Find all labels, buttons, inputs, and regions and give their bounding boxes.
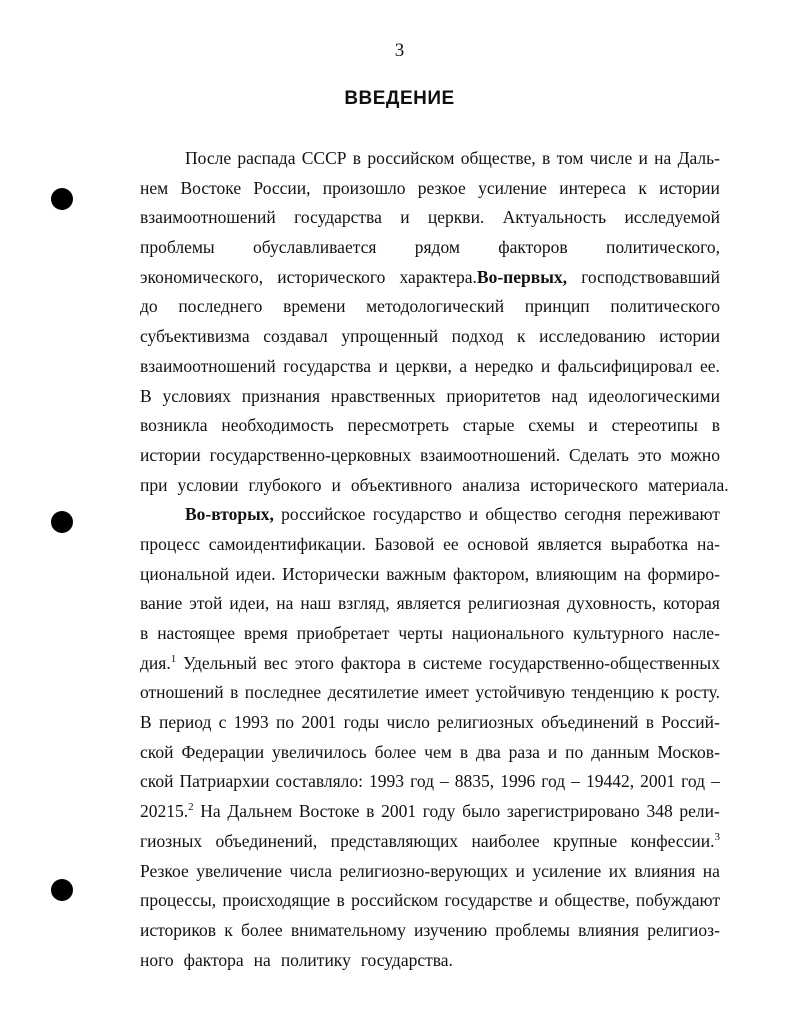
word: тенденцию: [571, 682, 655, 703]
word: рядом: [414, 237, 460, 258]
text-line: [140, 263, 720, 293]
word: принцип: [524, 296, 590, 317]
word: последнее: [244, 682, 322, 703]
word: характера.Во-первых,: [399, 266, 567, 287]
word: самоидентификации.: [208, 533, 366, 554]
word: взаимоотношений: [140, 355, 276, 376]
word: национального: [451, 623, 565, 643]
word: старые: [462, 415, 515, 436]
word: отношений: [140, 682, 224, 703]
word: фальсифицировал: [557, 355, 693, 376]
text-line: [140, 589, 720, 619]
word: переживают: [628, 504, 720, 525]
word: 2001: [381, 801, 417, 822]
word: религиозно-верующих: [339, 860, 509, 881]
binder-hole-icon: [51, 188, 73, 210]
word: резкое: [417, 177, 466, 198]
word: материала.: [648, 474, 729, 495]
word: религиоз-: [647, 919, 720, 940]
word: настоящее: [157, 623, 235, 643]
word: по: [275, 712, 295, 733]
text-line: [140, 738, 720, 768]
word: вание: [140, 593, 183, 614]
footnote-ref: 1: [170, 652, 177, 665]
word: фактором,: [452, 563, 530, 584]
word: российском: [367, 148, 455, 168]
word: зарегистрировано: [506, 801, 640, 822]
word: году: [422, 801, 456, 822]
word: экономического,: [140, 266, 264, 287]
word: государства: [294, 207, 382, 228]
word: этой: [189, 593, 223, 614]
word: рели-: [679, 801, 720, 822]
word: 8835,: [454, 771, 495, 792]
word: которая: [663, 593, 720, 614]
word: системе: [422, 652, 482, 673]
text-line: [140, 797, 720, 827]
word: и: [588, 415, 598, 436]
word: в: [459, 741, 469, 762]
word: два: [476, 741, 501, 762]
word: –: [711, 771, 720, 792]
word: и: [538, 890, 549, 911]
word: проблемы: [495, 919, 570, 940]
word: годы: [343, 712, 380, 733]
word: дия.$^1$: [140, 652, 177, 673]
word: росту.: [675, 682, 720, 703]
text-line: [140, 886, 720, 916]
word: обуславливается: [253, 237, 377, 258]
word: конфессии.$^3$: [630, 830, 720, 851]
footnote-ref: 3: [714, 830, 720, 843]
word: процессы,: [140, 890, 217, 911]
word: в: [645, 712, 655, 733]
word: ного: [140, 949, 174, 970]
word: В: [140, 385, 152, 406]
word: является: [396, 593, 461, 614]
word: произошло: [322, 177, 406, 198]
word: ской: [140, 741, 174, 762]
word: Базовой: [374, 533, 435, 554]
word: взаимоотношений: [140, 207, 276, 228]
word: государство: [372, 504, 462, 525]
word: нравственных: [330, 385, 436, 406]
word: до: [140, 296, 158, 317]
word: 2001: [301, 712, 337, 733]
text-line: [140, 471, 729, 501]
text-line: [140, 411, 720, 441]
word: культурного: [572, 623, 664, 643]
word: Востоке: [180, 177, 242, 198]
word: а: [459, 355, 468, 376]
word: политического: [610, 296, 720, 317]
word: и: [515, 860, 525, 881]
text-line: [140, 174, 720, 204]
word: 348: [646, 801, 673, 822]
word: к: [660, 682, 670, 703]
word: десятилетие: [327, 682, 419, 703]
word: В: [140, 712, 152, 733]
text-line: [140, 203, 720, 233]
word: гиозных: [140, 830, 203, 851]
word: на: [276, 593, 294, 614]
word: российском: [351, 890, 439, 911]
text-line: [140, 322, 720, 352]
word: факторов: [498, 237, 568, 258]
word: церкви.: [427, 207, 485, 228]
word: подход: [451, 326, 504, 347]
word: взгляд,: [338, 593, 390, 614]
word: имеет: [425, 682, 469, 703]
word: церкви,: [395, 355, 452, 376]
word: распада: [237, 148, 296, 168]
word: российское: [281, 504, 366, 525]
word: СССР: [301, 148, 347, 168]
word: чем: [424, 741, 452, 762]
word: Резкое: [140, 860, 189, 881]
word: к: [638, 177, 647, 198]
word: Исторически: [282, 563, 380, 584]
word: год: [410, 771, 434, 792]
word: глубокого: [248, 474, 322, 495]
word: на: [623, 563, 641, 584]
word: на: [253, 949, 271, 970]
word: их: [608, 860, 627, 881]
word: Даль-: [677, 148, 720, 168]
word: числе: [589, 148, 633, 168]
word: необходимость: [221, 415, 334, 436]
word: религиозных: [437, 712, 534, 733]
word: господствовавший: [581, 266, 720, 287]
word: на: [702, 860, 720, 881]
word: государственно-общественных: [488, 652, 720, 673]
word: это: [637, 444, 662, 465]
text-line: [140, 233, 720, 263]
word: 1993: [369, 771, 405, 792]
word: исторического: [277, 266, 386, 287]
text-line: [140, 352, 720, 382]
word: влияющим: [535, 563, 618, 584]
word: истории: [140, 444, 201, 465]
word: политического,: [605, 237, 720, 258]
word: время: [243, 623, 288, 643]
word: идеи.: [235, 563, 276, 584]
word: в: [336, 890, 345, 911]
word: год: [681, 771, 706, 792]
word: в: [140, 623, 149, 643]
word: Москов-: [657, 741, 720, 762]
word: важным: [386, 563, 447, 584]
word: фактора: [340, 652, 401, 673]
word: схемы: [528, 415, 575, 436]
word: объединений,: [215, 830, 318, 851]
word: в: [407, 652, 416, 673]
body-text: [140, 144, 729, 975]
word: числа: [289, 860, 332, 881]
word: идеологическими: [588, 385, 720, 406]
word: период: [158, 712, 212, 733]
word: нередко: [474, 355, 534, 376]
word: государства.: [360, 949, 453, 970]
word: является: [537, 533, 602, 554]
word: религиозная: [467, 593, 560, 614]
word: Патриархии: [179, 771, 270, 792]
word: истории: [659, 326, 720, 347]
word: условии: [177, 474, 239, 495]
text-line: [140, 857, 720, 887]
text-line: [140, 649, 720, 679]
word: в: [542, 148, 551, 168]
word: проблемы: [140, 237, 215, 258]
text-line: [140, 441, 720, 471]
word: сегодня: [564, 504, 622, 525]
word: субъективизма: [140, 326, 250, 347]
text-line: [140, 767, 720, 797]
word: раза: [508, 741, 540, 762]
word: наш: [300, 593, 332, 614]
word: насле-: [672, 623, 720, 643]
text-line: [140, 530, 720, 560]
word: 1996: [500, 771, 536, 792]
word: 20215.$^2$: [140, 801, 194, 822]
word: черты: [398, 623, 443, 643]
word: в: [711, 415, 720, 436]
word: составляло:: [275, 771, 364, 792]
word: Востоке: [298, 801, 360, 822]
word: ее: [443, 533, 459, 554]
word: упрощенный: [341, 326, 439, 347]
word: государственно-церковных: [209, 444, 412, 465]
word: на: [654, 148, 672, 168]
word: 1993: [233, 712, 269, 733]
word: интереса: [559, 177, 627, 198]
word: увеличилось: [272, 741, 367, 762]
word: Россий-: [661, 712, 720, 733]
word: политику: [280, 949, 351, 970]
word: взаимоотношений.: [420, 444, 561, 465]
word: последнего: [178, 296, 263, 317]
text-line: [140, 946, 720, 976]
binder-hole-icon: [51, 879, 73, 901]
word: возникла: [140, 415, 208, 436]
word: анализа: [462, 474, 520, 495]
word: приоритетов: [446, 385, 541, 406]
word: на-: [696, 533, 720, 554]
word: над: [551, 385, 578, 406]
text-line: [140, 916, 720, 946]
word: объединений: [541, 712, 639, 733]
word: было: [462, 801, 501, 822]
word: 19442,: [585, 771, 635, 792]
word: в: [366, 801, 375, 822]
word: побуждают: [635, 890, 720, 911]
word: признания: [241, 385, 321, 406]
word: исследованию: [539, 326, 646, 347]
word: в: [230, 682, 239, 703]
word: Сделать: [568, 444, 630, 465]
word: при: [140, 474, 168, 495]
word: вес: [263, 652, 288, 673]
word: по: [565, 741, 584, 762]
word: число: [386, 712, 430, 733]
footnote-ref: 2: [188, 801, 194, 814]
word: На: [200, 801, 221, 822]
word: создавал: [263, 326, 328, 347]
word: Федерации: [181, 741, 265, 762]
word: общество: [485, 504, 558, 525]
word: –: [440, 771, 449, 792]
word: идеи,: [229, 593, 270, 614]
word: данным: [591, 741, 650, 762]
word: формиро-: [647, 563, 720, 584]
word: и: [378, 355, 388, 376]
word: и: [540, 355, 551, 376]
word: с: [218, 712, 227, 733]
word: процесс: [140, 533, 200, 554]
word: циональной: [140, 563, 229, 584]
word: истории: [659, 177, 720, 198]
word: устойчивую: [475, 682, 566, 703]
word: влияния: [634, 860, 696, 881]
word: Во-вторых,: [185, 504, 274, 525]
binder-hole-icon: [51, 511, 73, 533]
word: обществе,: [554, 890, 630, 911]
text-line: [140, 708, 720, 738]
word: нем: [140, 177, 169, 198]
word: в: [352, 148, 362, 168]
word: фактора: [183, 949, 244, 970]
word: крупные: [553, 830, 618, 851]
word: времени: [283, 296, 346, 317]
word: условиях: [162, 385, 231, 406]
word: представляющих: [330, 830, 459, 851]
word: –: [571, 771, 580, 792]
word: этого: [294, 652, 334, 673]
word: ее.: [699, 355, 720, 376]
word: выработка: [610, 533, 689, 554]
word: 2001: [640, 771, 676, 792]
word: духовность,: [567, 593, 657, 614]
word: более: [240, 919, 283, 940]
text-line: [140, 619, 720, 649]
word: изучению: [414, 919, 488, 940]
text-line: [140, 678, 720, 708]
word: том: [556, 148, 584, 168]
page-title: ВВЕДЕНИЕ: [344, 88, 455, 109]
word: исследуемой: [624, 207, 720, 228]
word: и: [638, 148, 648, 168]
text-line: [140, 560, 720, 590]
word: и: [331, 474, 341, 495]
word: происходящие: [222, 890, 331, 911]
word: исторического: [529, 474, 639, 495]
word: Удельный: [183, 652, 257, 673]
word: можно: [670, 444, 720, 465]
word: и: [547, 741, 558, 762]
word: и: [468, 504, 479, 525]
word: к: [224, 919, 233, 940]
text-line: [140, 382, 720, 412]
word: основой: [467, 533, 529, 554]
word: России,: [253, 177, 311, 198]
word: и: [400, 207, 410, 228]
word: влияния: [578, 919, 640, 940]
word: государстве: [444, 890, 533, 911]
word: усиление: [478, 177, 547, 198]
word: приобретает: [296, 623, 390, 643]
word: Актуальность: [502, 207, 607, 228]
word: увеличение: [196, 860, 283, 881]
word: более: [374, 741, 417, 762]
text-line: [140, 292, 720, 322]
word: Дальнем: [227, 801, 293, 822]
word: объективного: [350, 474, 453, 495]
text-line: [140, 500, 720, 530]
word: пересмотреть: [347, 415, 449, 436]
word: обществе,: [460, 148, 536, 168]
word: После: [185, 148, 232, 168]
word: методологический: [366, 296, 505, 317]
word: год: [541, 771, 566, 792]
word: ской: [140, 771, 174, 792]
word: к: [517, 326, 526, 347]
page-number: 3: [394, 40, 405, 61]
word: наиболее: [471, 830, 540, 851]
word: историков: [140, 919, 217, 940]
text-line: [140, 144, 720, 174]
word: усиление: [532, 860, 602, 881]
word: государства: [283, 355, 372, 376]
text-line: [140, 827, 720, 857]
word: внимательному: [290, 919, 406, 940]
word: стереотипы: [611, 415, 698, 436]
